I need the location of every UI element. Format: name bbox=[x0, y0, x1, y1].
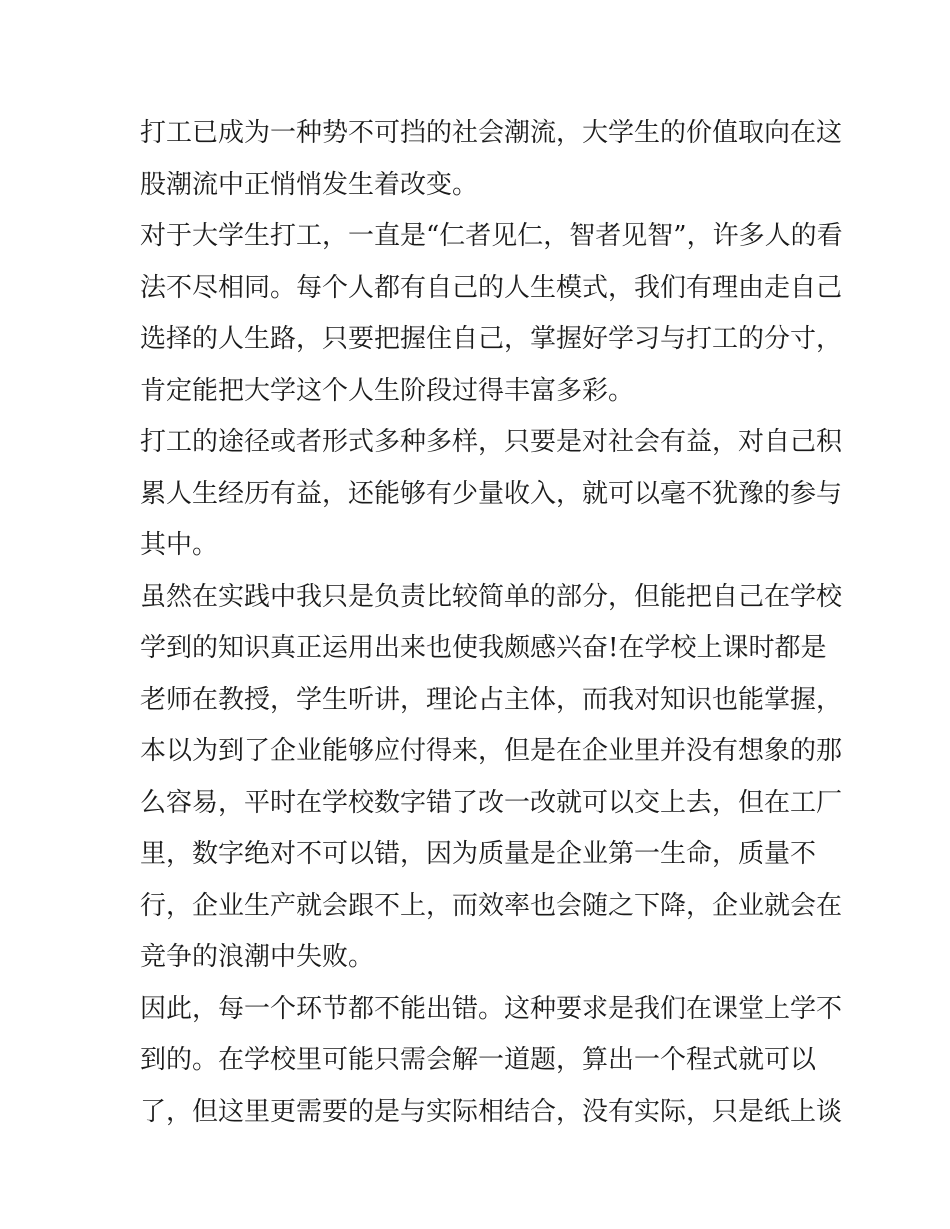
text-line: 虽然在实践中我只是负责比较简单的部分，但能把自己在学校 bbox=[140, 581, 843, 612]
text-line: 老师在教授，学生听讲，理论占主体，而我对知识也能掌握， bbox=[140, 684, 843, 715]
text-line: 里，数字绝对不可以错，因为质量是企业第一生命，质量不 bbox=[140, 839, 817, 869]
text-line: 了，但这里更需要的是与实际相结合，没有实际，只是纸上谈 bbox=[140, 1096, 843, 1127]
text-line: 打工已成为一种势不可挡的社会潮流，大学生的价值取向在这 bbox=[140, 118, 843, 148]
text-line: 累人生经历有益，还能够有少量收入，就可以毫不犹豫的参与 bbox=[140, 478, 843, 509]
document-body bbox=[140, 108, 843, 1138]
text-line: 本以为到了企业能够应付得来，但是在企业里并没有想象的那 bbox=[140, 736, 843, 766]
text-line: 行，企业生产就会跟不上，而效率也会随之下降，企业就会在 bbox=[140, 890, 843, 921]
text-line: 选择的人生路，只要把握住自己，掌握好学习与打工的分寸， bbox=[140, 324, 843, 354]
text-line: 竞争的浪潮中失败。 bbox=[140, 942, 375, 972]
text-line: 法不尽相同。每个人都有自己的人生模式，我们有理由走自己 bbox=[140, 272, 843, 303]
text-line: 对于大学生打工，一直是“仁者见仁，智者见智”，许多人的看 bbox=[140, 221, 843, 251]
text-line: 学到的知识真正运用出来也使我颇感兴奋!在学校上课时都是 bbox=[140, 633, 827, 663]
text-line: 其中。 bbox=[140, 530, 219, 560]
text-line: 打工的途径或者形式多种多样，只要是对社会有益，对自己积 bbox=[140, 427, 843, 457]
text-line: 肯定能把大学这个人生阶段过得丰富多彩。 bbox=[140, 375, 635, 406]
text-line: 因此，每一个环节都不能出错。这种要求是我们在课堂上学不 bbox=[140, 993, 843, 1024]
text-line: 么容易，平时在学校数字错了改一改就可以交上去，但在工厂 bbox=[140, 787, 843, 818]
text-line: 到的。在学校里可能只需会解一道题，算出一个程式就可以 bbox=[140, 1045, 817, 1075]
text-line: 股潮流中正悄悄发生着改变。 bbox=[140, 169, 479, 200]
